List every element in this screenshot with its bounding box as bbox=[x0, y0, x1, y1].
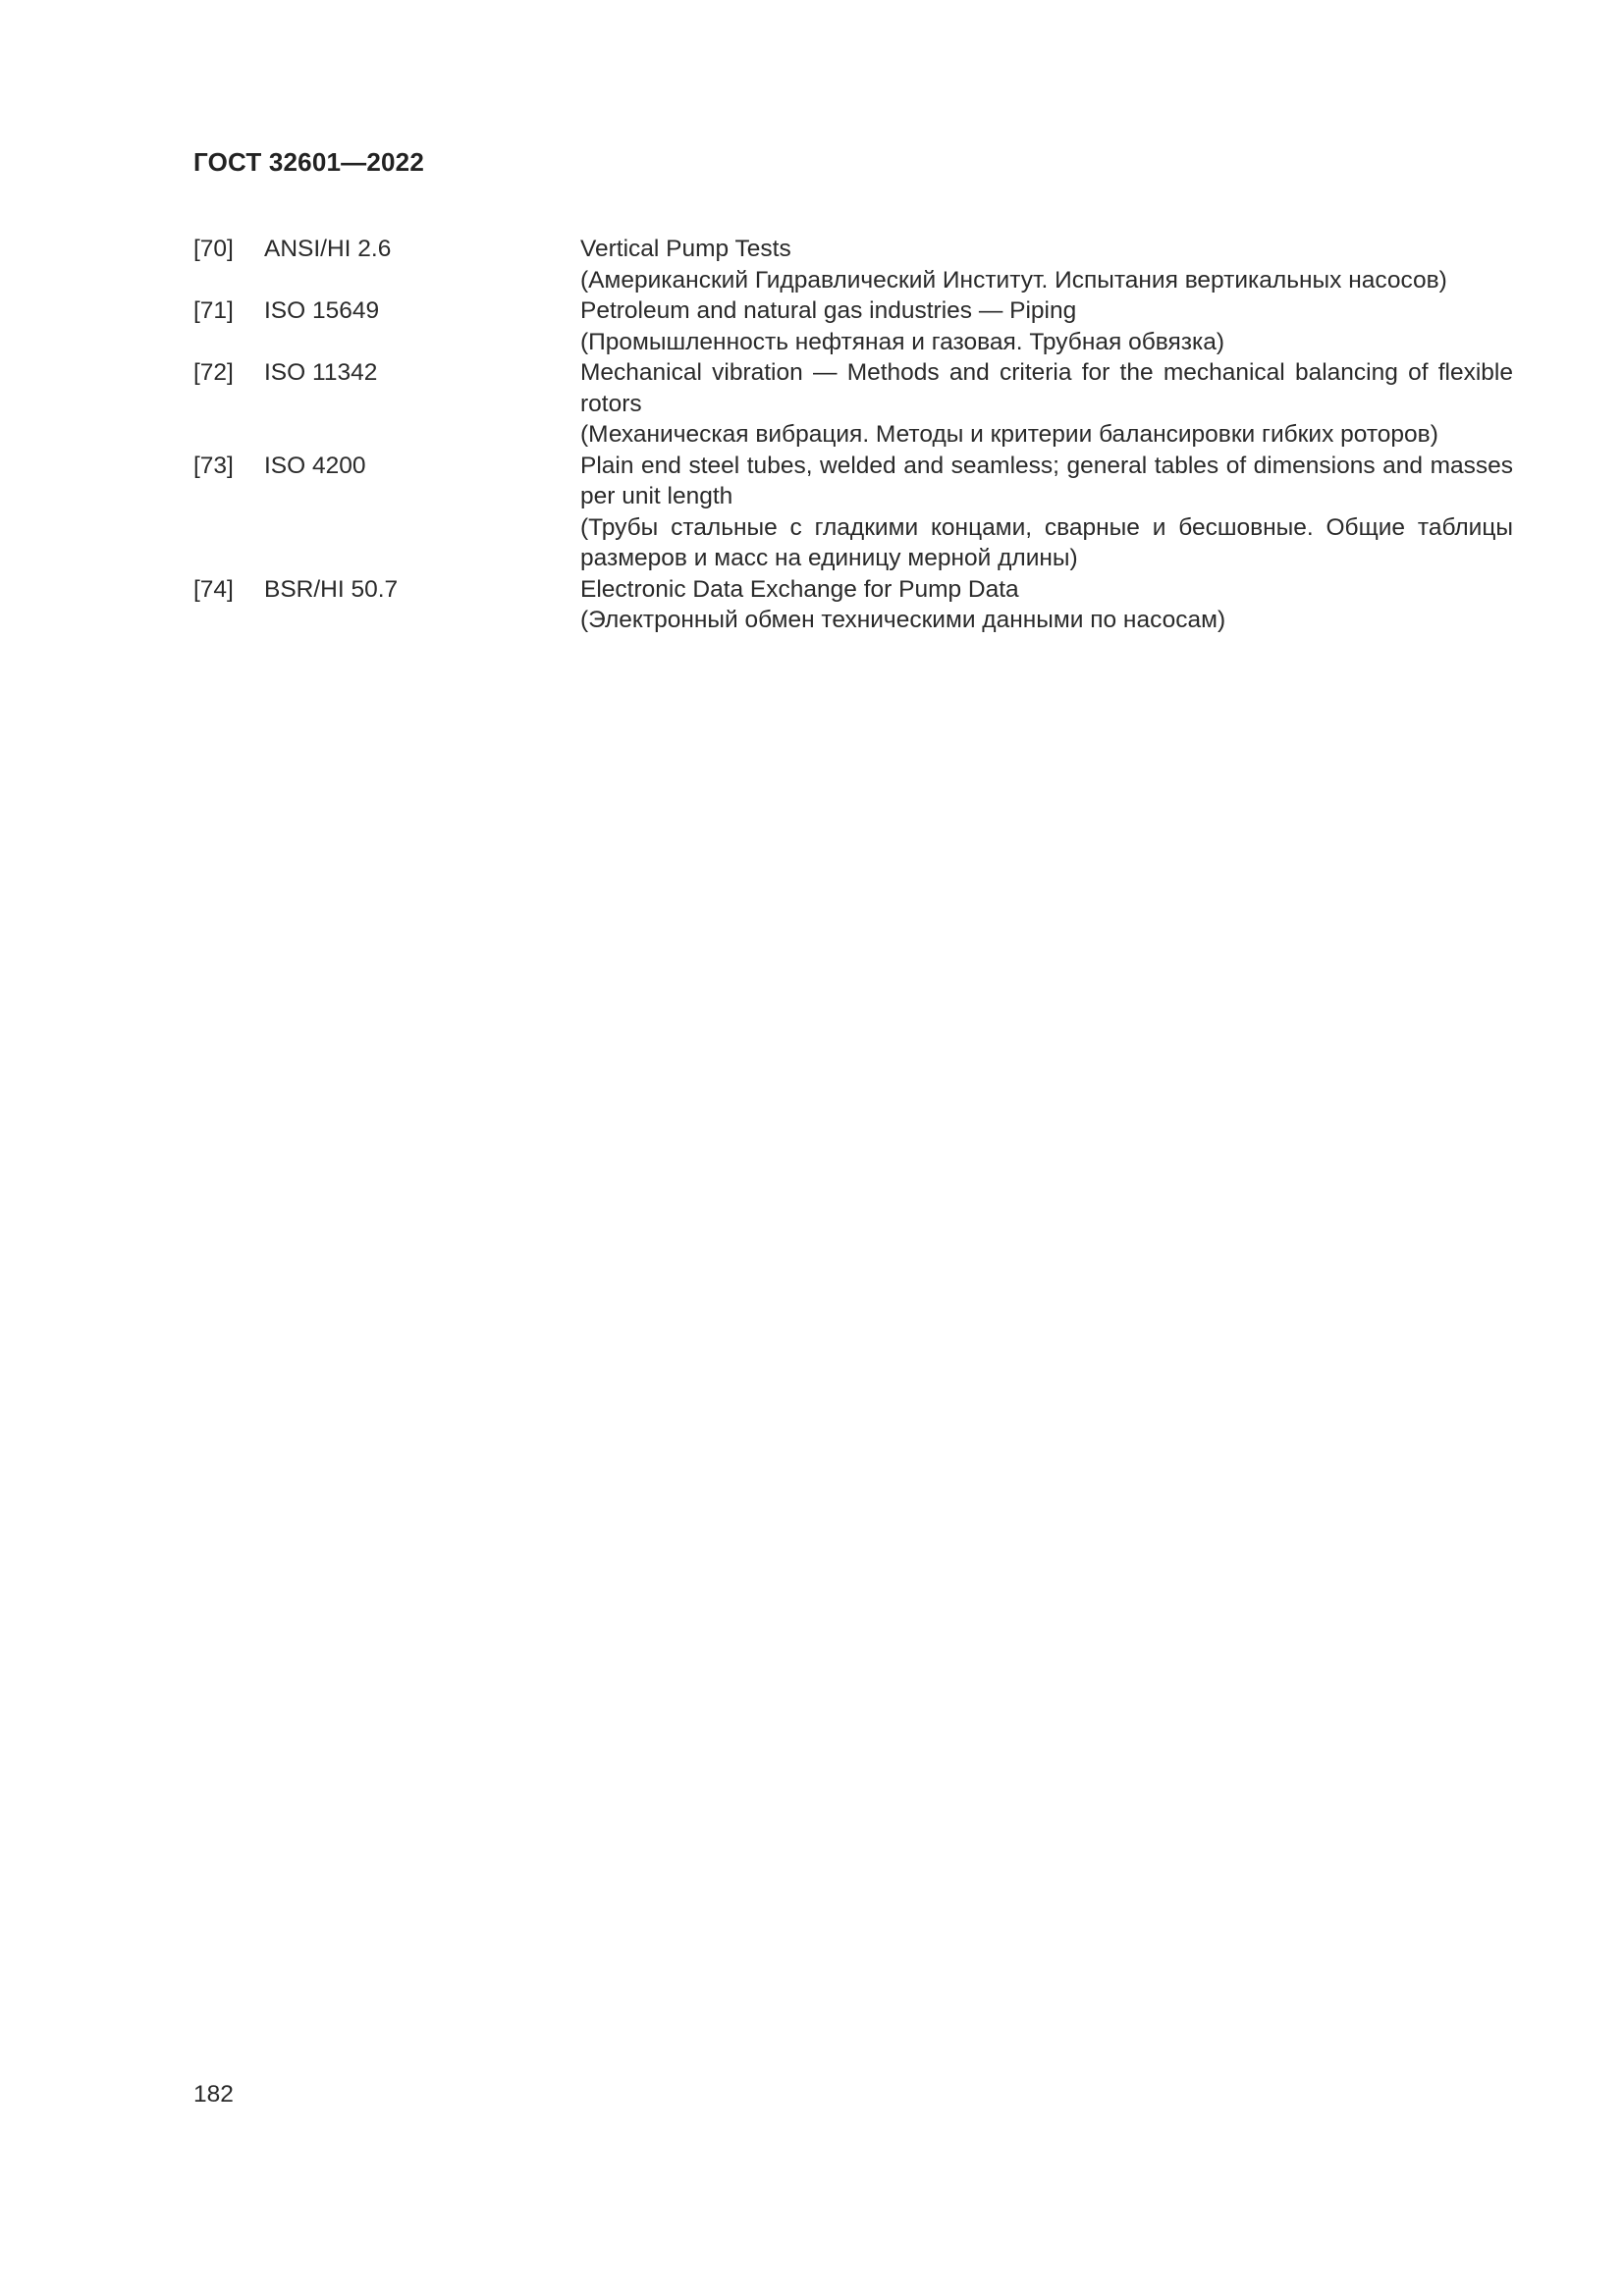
standard-code: ISO 15649 bbox=[264, 297, 380, 324]
bibliography-entry bbox=[193, 295, 1519, 357]
reference-title-en: Mechanical vibration — Methods and criteria for the mechanical balancing of flexible rotors bbox=[580, 359, 1513, 417]
reference-description bbox=[580, 451, 1513, 574]
reference-title-ru: (Промышленность нефтяная и газовая. Трубная обвязка) bbox=[580, 328, 1225, 355]
reference-title-en: Vertical Pump Tests bbox=[580, 236, 791, 262]
reference-number: [74] bbox=[193, 575, 234, 603]
reference-title-ru: (Американский Гидравлический Институт. Испытания вертикальных насосов) bbox=[580, 266, 1447, 294]
reference-description bbox=[580, 234, 1513, 295]
standard-code: BSR/HI 50.7 bbox=[264, 575, 399, 603]
standard-code: ISO 4200 bbox=[264, 452, 366, 479]
document-header: ГОСТ 32601—2022 bbox=[193, 147, 424, 177]
bibliography-entry bbox=[193, 357, 1519, 451]
bibliography-list bbox=[193, 234, 1519, 636]
reference-title-ru: (Электронный обмен техническими данными по насосам) bbox=[580, 607, 1226, 633]
bibliography-entry bbox=[193, 234, 1519, 295]
reference-description bbox=[580, 357, 1513, 451]
bibliography-entry bbox=[193, 574, 1519, 636]
reference-description bbox=[580, 295, 1513, 357]
reference-title-en: Plain end steel tubes, welded and seamless; general tables of dimensions and masses per unit length bbox=[580, 452, 1513, 509]
bibliography-entry bbox=[193, 451, 1519, 574]
reference-description bbox=[580, 574, 1513, 636]
reference-number: [73] bbox=[193, 452, 234, 479]
reference-number: [72] bbox=[193, 359, 234, 386]
reference-title-en: Electronic Data Exchange for Pump Data bbox=[580, 575, 1019, 603]
reference-title-ru: (Трубы стальные с гладкими концами, сварные и бесшовные. Общие таблицы размеров и масс на единицу мерной длины) bbox=[580, 513, 1513, 571]
reference-title-en: Petroleum and natural gas industries — Piping bbox=[580, 297, 1077, 324]
reference-number: [70] bbox=[193, 236, 234, 262]
page-number: 182 bbox=[193, 2081, 234, 2108]
standard-code: ANSI/HI 2.6 bbox=[264, 236, 392, 262]
reference-title-ru: (Механическая вибрация. Методы и критерии балансировки гибких роторов) bbox=[580, 421, 1438, 448]
reference-number: [71] bbox=[193, 297, 234, 324]
standard-code: ISO 11342 bbox=[264, 359, 378, 386]
